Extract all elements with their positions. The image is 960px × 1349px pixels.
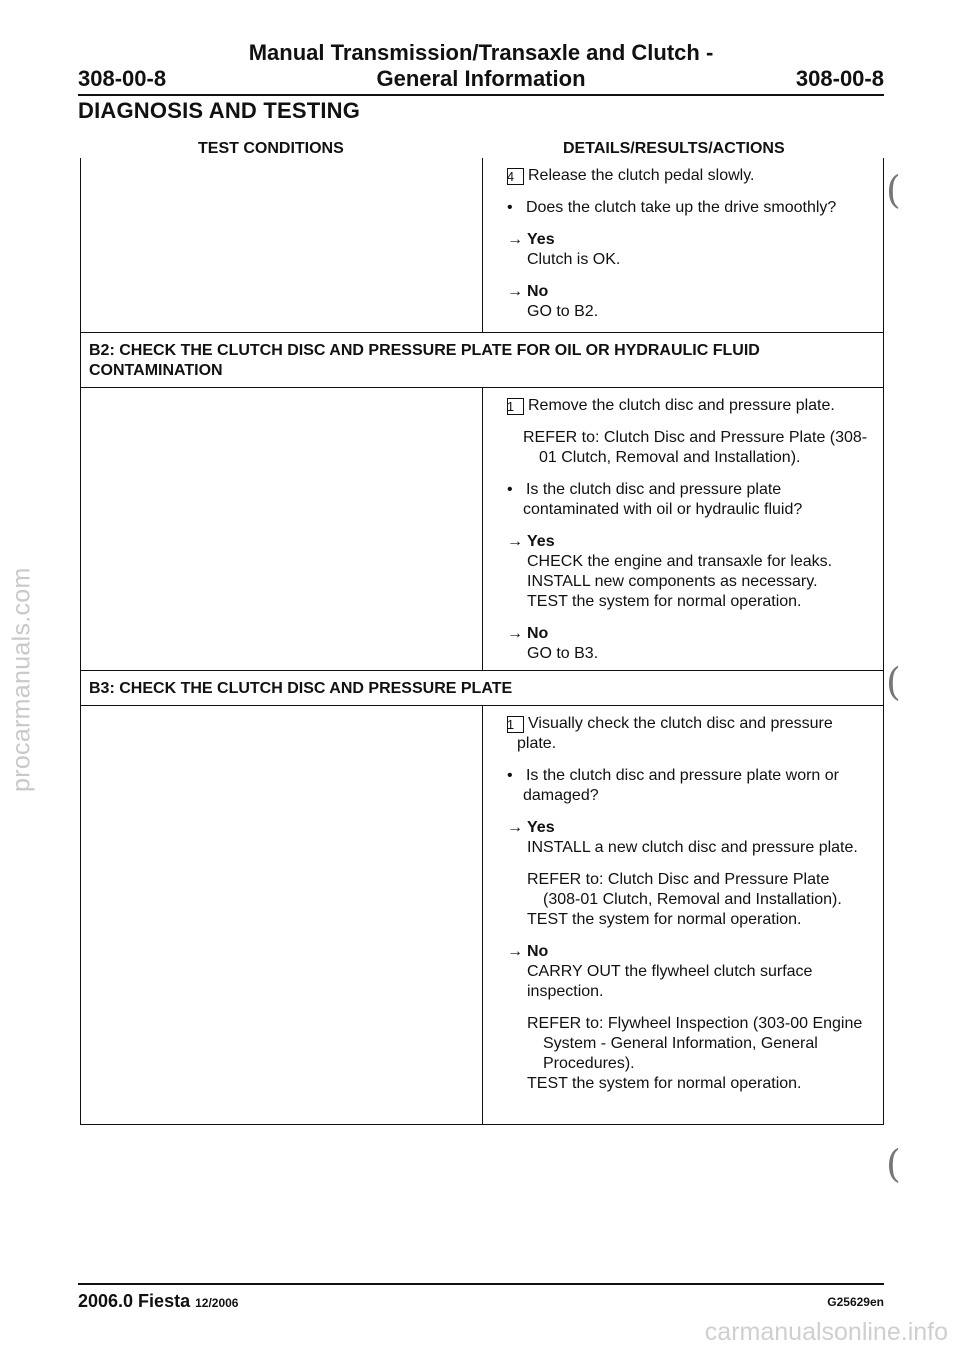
table-row xyxy=(81,333,883,388)
refer-text: REFER to: Flywheel Inspection (303-00 Engine System - General Information, General Procedures). xyxy=(527,1015,863,1072)
page-number-left: 308-00-8 xyxy=(78,66,167,91)
yes-answer xyxy=(495,532,871,612)
question-text: Is the clutch disc and pressure plate worn or damaged? xyxy=(523,767,839,804)
yes-text: CHECK the engine and transaxle for leaks. xyxy=(527,553,833,570)
no-answer xyxy=(495,942,871,1002)
arrow-right-icon: → xyxy=(507,625,523,642)
yes-text: INSTALL a new clutch disc and pressure plate. xyxy=(527,839,858,856)
diagnosis-table xyxy=(80,158,884,1125)
footer-code: G25629en xyxy=(827,1295,884,1309)
refer-text: REFER to: Clutch Disc and Pressure Plate (308-01 Clutch, Removal and Installation). xyxy=(523,429,868,466)
column-headings xyxy=(78,140,884,160)
page-number-right: 308-00-8 xyxy=(795,66,884,91)
step-text: Remove the clutch disc and pressure plate. xyxy=(528,397,835,414)
section-title: DIAGNOSIS AND TESTING xyxy=(78,98,361,123)
step-item xyxy=(495,396,871,416)
yes-label: Yes xyxy=(527,533,555,550)
arrow-right-icon: → xyxy=(507,943,523,960)
footer-rule xyxy=(78,1283,884,1285)
column-heading-test-conditions: TEST CONDITIONS xyxy=(198,140,344,157)
yes-answer xyxy=(495,818,871,858)
step-item xyxy=(495,714,871,754)
step-text: Visually check the clutch disc and pressure plate. xyxy=(517,715,833,752)
step-text: Release the clutch pedal slowly. xyxy=(528,167,755,184)
step-item xyxy=(495,166,871,186)
arrow-right-icon: → xyxy=(507,819,523,836)
no-text: GO to B3. xyxy=(527,645,599,662)
yes-text: TEST the system for normal operation. xyxy=(527,593,802,610)
scan-mark: ( xyxy=(886,168,901,212)
step-heading-b2: B2: CHECK THE CLUTCH DISC AND PRESSURE PLATE FOR OIL OR HYDRAULIC FLUID CONTAMINATION xyxy=(89,342,760,379)
step-heading-b3: B3: CHECK THE CLUTCH DISC AND PRESSURE PLATE xyxy=(89,680,513,697)
header-title-line2: General Information xyxy=(376,66,586,91)
scan-mark: ( xyxy=(886,1142,901,1186)
footer-model xyxy=(78,1291,238,1312)
test-text: TEST the system for normal operation. xyxy=(527,1075,802,1092)
no-label: No xyxy=(527,625,549,642)
yes-answer xyxy=(495,230,871,270)
table-row xyxy=(81,388,883,671)
question-item: • Is the clutch disc and pressure plate worn or damaged? xyxy=(507,767,839,804)
table-row xyxy=(81,671,883,706)
test-condition-cell xyxy=(81,706,483,1124)
no-text: GO to B2. xyxy=(527,303,599,320)
yes-text: INSTALL new components as necessary. xyxy=(527,573,818,590)
yes-label: Yes xyxy=(527,819,555,836)
footer-date: 12/2006 xyxy=(195,1296,239,1310)
no-text: CARRY OUT the flywheel clutch surface inspection. xyxy=(527,963,813,1000)
no-answer xyxy=(495,624,871,664)
details-cell xyxy=(483,706,883,1124)
yes-label: Yes xyxy=(527,231,555,248)
question-text: Is the clutch disc and pressure plate contaminated with oil or hydraulic fluid? xyxy=(523,481,803,518)
no-label: No xyxy=(527,943,549,960)
question-item: • Is the clutch disc and pressure plate contaminated with oil or hydraulic fluid? xyxy=(507,481,803,518)
arrow-right-icon: → xyxy=(507,283,523,300)
test-text: TEST the system for normal operation. xyxy=(527,911,802,928)
question-item: • Does the clutch take up the drive smoothly? xyxy=(507,199,837,216)
page-footer xyxy=(78,1283,884,1312)
table-row xyxy=(81,706,883,1124)
yes-text: Clutch is OK. xyxy=(527,251,621,268)
table-row xyxy=(81,158,883,333)
details-cell xyxy=(483,388,883,670)
bottom-watermark: carmanualsonline.info xyxy=(704,1318,948,1346)
scan-mark: ( xyxy=(886,660,901,704)
step-number: 1 xyxy=(507,716,524,733)
page-header xyxy=(78,40,884,96)
step-number: 1 xyxy=(507,398,524,415)
details-cell xyxy=(483,158,883,332)
header-rule xyxy=(78,94,884,96)
yes-refer-block xyxy=(495,870,871,930)
header-title-line1: Manual Transmission/Transaxle and Clutch - xyxy=(248,40,714,65)
test-condition-cell xyxy=(81,158,483,332)
arrow-right-icon: → xyxy=(507,533,523,550)
no-answer xyxy=(495,282,871,322)
no-refer-block xyxy=(495,1014,871,1094)
footer-model-name: 2006.0 Fiesta xyxy=(78,1291,191,1311)
column-heading-details: DETAILS/RESULTS/ACTIONS xyxy=(563,140,785,157)
question-text: Does the clutch take up the drive smoothly? xyxy=(525,199,837,216)
side-watermark: procarmanuals.com xyxy=(7,567,36,793)
no-label: No xyxy=(527,283,549,300)
step-number: 4 xyxy=(507,168,524,185)
refer-text: REFER to: Clutch Disc and Pressure Plate (308-01 Clutch, Removal and Installation). xyxy=(527,871,842,908)
test-condition-cell xyxy=(81,388,483,670)
arrow-right-icon: → xyxy=(507,231,523,248)
